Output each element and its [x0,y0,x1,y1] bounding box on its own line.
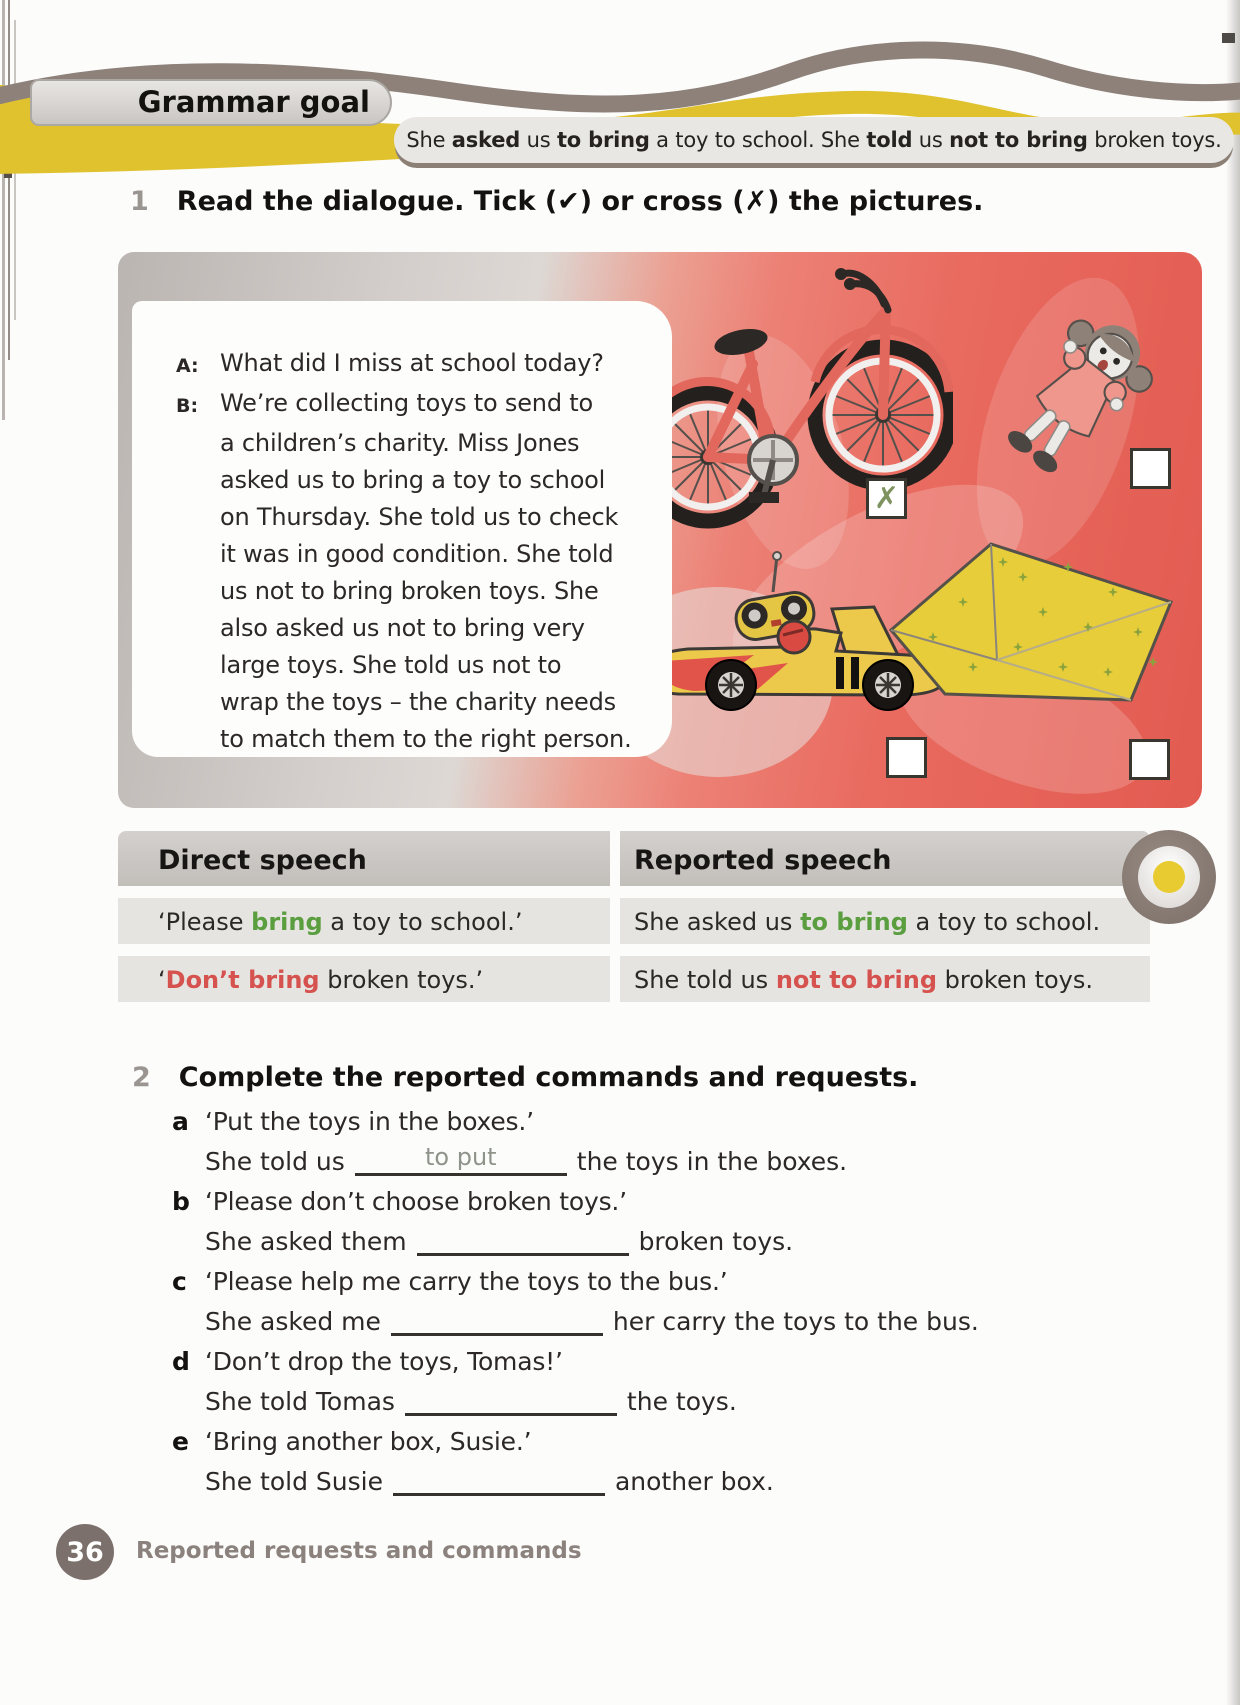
exercise2-item-c: c ‘Please help me carry the toys to the bus.’ She asked me her carry the toys to the bus. [172,1267,979,1336]
exercise2-item-e: e ‘Bring another box, Susie.’ She told Susie another box. [172,1427,774,1496]
reported-speech-header: Reported speech [634,845,892,876]
answer-blank-d[interactable] [405,1382,617,1416]
exercise2-item-a: a ‘Put the toys in the boxes.’ She told us to put the toys in the boxes. [172,1107,848,1176]
dialogue-line: asked us to bring a toy to school [220,466,606,494]
direct-speech-header: Direct speech [158,845,367,876]
exercise2-number: 2 [132,1062,151,1093]
checkbox-race-car[interactable] [886,737,927,778]
dialogue-box [132,301,672,757]
exercise1-heading [130,186,983,217]
table-row: ‘Don’t bring broken toys.’ She told us not to bring broken toys. [118,956,1150,1002]
dialogue-line: us not to bring broken toys. She [220,577,599,605]
footer-topic-label: Reported requests and commands [136,1538,582,1564]
dialogue-line: also asked us not to bring very [220,614,585,642]
answer-blank-c[interactable] [391,1302,603,1336]
exercise2-heading [132,1062,918,1093]
exercise2-item-d: d ‘Don’t drop the toys, Tomas!’ She told Tomas the toys. [172,1347,737,1416]
dialogue-line: wrap the toys – the charity needs [220,688,616,716]
grammar-goal-label: Grammar goal [30,79,392,126]
target-logo-icon [1122,830,1216,924]
speech-table-header [118,831,1150,886]
checkbox-present[interactable] [1129,739,1170,780]
exercise2-item-b: b ‘Please don’t choose broken toys.’ She asked them broken toys. [172,1187,794,1256]
wrapped-present-illustration [873,532,1193,712]
dialogue-line: large toys. She told us not to [220,651,562,679]
table-row: ‘Please bring a toy to school.’ She asked us to bring a toy to school. [118,898,1150,944]
answer-blank-e[interactable] [393,1462,605,1496]
dialogue-picture-panel [118,252,1202,808]
answer-blank-b[interactable] [417,1222,629,1256]
exercise1-title: Read the dialogue. Tick (✔) or cross (✗) the pictures. [176,186,984,217]
exercise2-title: Complete the reported commands and requests. [178,1062,919,1093]
page-edge-shadow [1226,0,1240,1705]
dialogue-line: on Thursday. She told us to check [220,503,619,531]
speech-table [118,831,1150,1002]
dialogue-line: it was in good condition. She told [220,540,614,568]
checkbox-doll[interactable] [1130,448,1171,489]
exercise1-number: 1 [130,186,149,217]
dialogue-line: a children’s charity. Miss Jones [220,429,580,457]
grammar-goal-sentence: She asked us to bring a toy to school. She told us not to bring broken toys. [394,117,1234,163]
page-number-badge: 36 [56,1524,114,1580]
exercise2-items [172,1096,1132,1496]
dialogue-line: to match them to the right person. [220,725,632,753]
cross-mark: ✗ [873,481,900,516]
dialogue-line: A: What did I miss at school today? [176,349,604,377]
checkbox-bicycle[interactable] [866,478,907,519]
dialogue-line: B: We’re collecting toys to send to [176,389,593,417]
answer-blank-a[interactable]: to put [355,1142,567,1176]
